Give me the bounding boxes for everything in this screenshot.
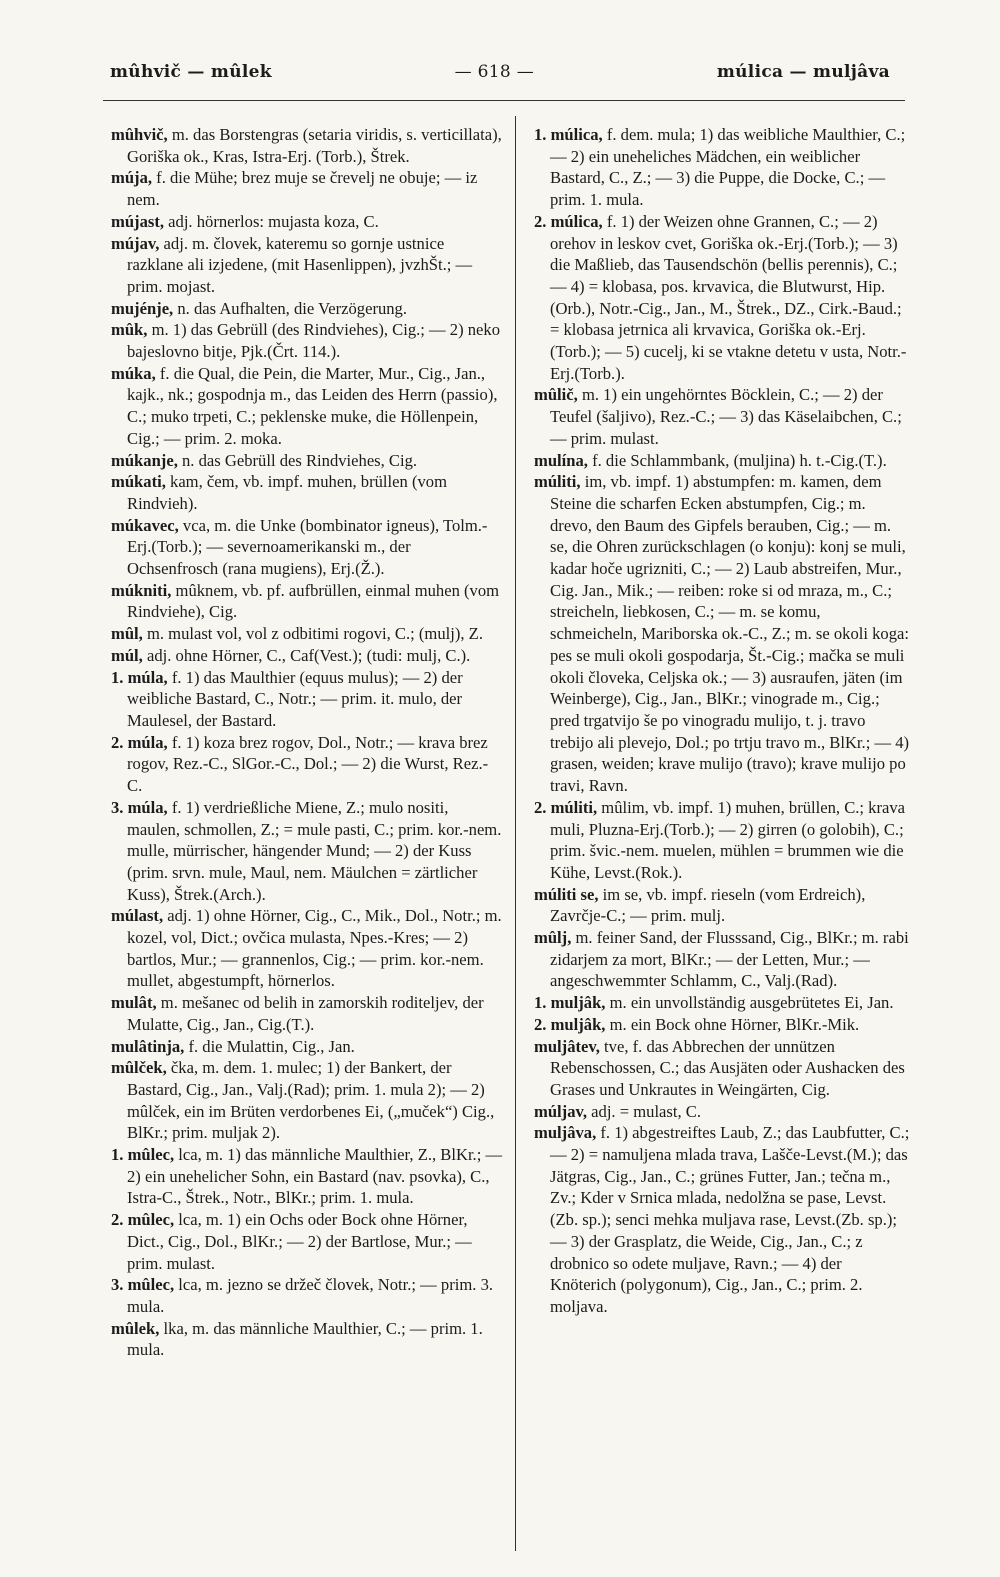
entry-definition: adj. ohne Hörner, C., Caf(Vest.); (tudi: mulj, C.). — [142, 645, 471, 665]
running-header — [110, 62, 890, 82]
entry-definition: f. 1) abgestreiftes Laub, Z.; das Laubfutter, C.; — 2) = namuljena mlada trava, Lašče-Levst.(M.); das Jätgras, Cig., Jan., C.; grünes Futter, Jan.; tečna m., Zv.; Kder v Srnica mlada, nedolžna se pase, Levst.(Zb. sp.); senci mehka muljava rase, Levst.(Zb. sp.); — 3) der Grasplatz, die Weide, Cig., Jan., C.; z drobnico so odete muljave, Ravn.; — 4) der Knöterich (polygonum), Cig., Jan., C.; prim. 2. moljava. — [550, 1123, 910, 1316]
entry-definition: vca, m. die Unke (bombinator igneus), Tolm.-Erj.(Torb.); — severnoamerikanski m., der Ochsenfrosch (rana mugiens), Erj.(Ž.). — [127, 515, 488, 579]
entry-definition: adj. hörnerlos: mujasta koza, C. — [164, 211, 379, 231]
entry-definition: kam, čem, vb. impf. muhen, brüllen (vom Rindvieh). — [127, 472, 447, 513]
dictionary-entry — [111, 580, 503, 623]
headword: mûhvič, — [111, 125, 168, 144]
entry-definition: lca, m. 1) ein Ochs oder Bock ohne Hörner, Dict., Cig., Dol., BlKr.; — 2) der Bartlose, Mur.; — prim. mulast. — [127, 1210, 472, 1273]
entry-definition: im, vb. impf. 1) abstumpfen: m. kamen, dem Steine die scharfen Ecken abstumpfen, Cig.; m. drevo, den Baum des Gipfels berauben, Cig.; — m. se, die Ohren zurückschlagen (o konju): konj se muli, kadar hoče ugrizniti, C.; — 2) Laub abstreifen, Mur., Cig. Jan., Mik.; — reiben: roke si od mraza, m., C.; streicheln, liebkosen, C.; — m. se komu, schmeicheln, Mariborska ok.-C., Z.; m. se okoli koga: pes se muli okoli gospodarja, Št.-Cig.; mačka se muli okoli človeka, Celjska ok.; — 3) ausraufen, jäten (im Weinberge), Cig., Jan., BlKr.; vinograde m., Cig.; pred trgatvijo še po vinogradu mulijo, t. j. travo trebijo ali plevejo, Dol.; po trtju travo m., BlKr.; — 4) grasen, weiden; krave mulijo (travo); krave mulijo po travi, Ravn. — [550, 472, 910, 796]
headword: mûlek, — [111, 1318, 160, 1338]
headword: múliti se, — [534, 884, 599, 904]
headword: múkniti, — [111, 580, 172, 600]
entry-definition: lca, m. 1) das männliche Maulthier, Z., BlKr.; — 2) ein unehelicher Sohn, ein Bastard (nav. psovka), C., Istra-C., Štrek., Notr., BlKr.; prim. 1. mula. — [127, 1145, 503, 1208]
entry-definition: m. das Borstengras (setaria viridis, s. verticillata), Goriška ok., Kras, Istra-Erj. (Torb.), Štrek. — [127, 125, 502, 166]
entry-definition: m. 1) ein ungehörntes Böcklein, C.; — 2) der Teufel (šaljivo), Rez.-C.; — 3) das Käselaibchen, C.; — prim. mulast. — [550, 385, 902, 448]
dictionary-entry — [111, 992, 503, 1035]
entry-definition: f. die Mühe; brez muje se črevelj ne obuje; — iz nem. — [127, 168, 478, 210]
entry-definition: f. die Schlammbank, (muljina) h. t.-Cig.(T.). — [587, 450, 887, 470]
dictionary-entry — [534, 1036, 910, 1101]
headword: 2. múlica, — [534, 211, 603, 231]
entry-definition: n. das Aufhalten, die Verzögerung. — [173, 298, 408, 318]
dictionary-entry — [111, 667, 503, 732]
headword: mûlj, — [534, 928, 572, 948]
left-column — [111, 124, 503, 1361]
dictionary-entry — [111, 211, 503, 233]
entry-definition: lca, m. jezno se držeč človek, Notr.; — prim. 3. mula. — [127, 1275, 494, 1316]
dictionary-entry — [534, 992, 910, 1014]
headword: mújast, — [111, 211, 165, 231]
dictionary-entry — [111, 319, 503, 362]
dictionary-entry — [534, 1014, 910, 1036]
dictionary-entry — [111, 124, 503, 167]
entry-definition: n. das Gebrüll des Rindviehes, Cig. — [177, 450, 418, 470]
dictionary-entry — [534, 884, 910, 927]
headword: 3. mûlec, — [111, 1275, 175, 1295]
dictionary-entry — [111, 1209, 503, 1274]
headword: 2. muljâk, — [534, 1014, 606, 1034]
headword: muljâva, — [534, 1123, 597, 1143]
dictionary-entry — [534, 797, 910, 884]
entry-definition: m. 1) das Gebrüll (des Rindviehes), Cig.; — 2) neko bajeslovno bitje, Pjk.(Črt. 114.). — [127, 320, 500, 362]
entry-definition: f. 1) koza brez rogov, Dol., Notr.; — krava brez rogov, Rez.-C., SlGor.-C., Dol.; — 2) die Wurst, Rez.-C. — [127, 732, 489, 796]
entry-definition: adj. 1) ohne Hörner, Cig., C., Mik., Dol., Notr.; m. kozel, vol, Dict.; ovčica mulasta, Npes.-Kres; — 2) bartlos, Mur.; — grannenlos, Cig.; — prim. kor.-nem. mullet, abgestumpft, hörnerlos. — [127, 906, 502, 991]
dictionary-entry — [111, 1144, 503, 1209]
entry-definition: im se, vb. impf. rieseln (vom Erdreich), Zavrčje-C.; — prim. mulj. — [550, 884, 866, 926]
dictionary-entry — [111, 645, 503, 667]
dictionary-entry — [111, 797, 503, 906]
headword: muljâtev, — [534, 1036, 600, 1056]
headword: mujénje, — [111, 298, 174, 318]
headword: 1. mûlec, — [111, 1145, 175, 1165]
dictionary-entry — [111, 233, 503, 298]
entry-definition: mûknem, vb. pf. aufbrüllen, einmal muhen (vom Rindviehe), Cig. — [127, 580, 500, 622]
dictionary-entry — [111, 515, 503, 580]
dictionary-entry — [111, 1274, 503, 1317]
dictionary-entry — [111, 167, 503, 210]
dictionary-entry — [534, 1122, 910, 1317]
column-divider — [515, 116, 516, 1551]
headword: múljav, — [534, 1101, 588, 1121]
headword: 2. múla, — [111, 732, 168, 752]
dictionary-entry — [534, 450, 910, 472]
page-number: — 618 — — [454, 62, 535, 82]
headword: múka, — [111, 363, 156, 383]
entry-definition: lka, m. das männliche Maulthier, C.; — prim. 1. mula. — [127, 1318, 483, 1360]
entry-definition: adj. m. človek, kateremu so gornje ustnice razklane ali izjedene, (mit Hasenlippen), jvzhŠt.; — prim. mojast. — [127, 233, 473, 296]
headword: múkati, — [111, 472, 166, 492]
header-rule — [103, 100, 905, 101]
dictionary-entry — [111, 471, 503, 514]
headword: mûl, — [111, 624, 143, 644]
entry-definition: tve, f. das Abbrechen der unnützen Rebenschossen, C.; das Ausjäten oder Aushacken des Grases und Unkrautes in Weingärten, Cig. — [550, 1036, 905, 1099]
headword: múlast, — [111, 906, 164, 926]
headword: mulât, — [111, 993, 157, 1013]
headword: múja, — [111, 168, 153, 188]
entry-definition: f. 1) der Weizen ohne Grannen, C.; — 2) orehov in leskov cvet, Goriška ok.-Erj.(Torb.); — 3) die Maßlieb, das Tausendschön (bellis perennis), C.; — 4) = klobasa, pos. krvavica, die Blutwurst, Hip.(Orb.), Notr.-Cig., Jan., M., Štrek., DZ., Cirk.-Baud.; = klobasa jetrnica ali krvavica, Goriška ok.-Erj.(Torb.); — 5) cucelj, ki se vtakne detetu v usta, Notr.-Erj.(Torb.). — [550, 211, 907, 383]
entry-definition: mûlim, vb. impf. 1) muhen, brüllen, C.; krava muli, Pluzna-Erj.(Torb.); — 2) girren (o golobih), C.; prim. švic.-nem. muelen, mühlen = brummen wie die Kühe, Levst.(Rok.). — [550, 797, 906, 882]
dictionary-entry — [534, 211, 910, 385]
entry-definition: čka, m. dem. 1. mulec; 1) der Bankert, der Bastard, Cig., Jan., Valj.(Rad); prim. 1. mula 2); — 2) mûlček, ein im Brüten verdorbenes Ei, („muček“) Cig., BlKr.; prim. muljak 2). — [127, 1058, 495, 1143]
dictionary-entry — [534, 471, 910, 797]
headword: múkavec, — [111, 515, 179, 535]
dictionary-entry — [111, 1036, 503, 1058]
dictionary-entry — [111, 732, 503, 797]
headword: múl, — [111, 645, 143, 665]
dictionary-entry — [534, 124, 910, 211]
right-column — [534, 124, 910, 1318]
headword: múkanje, — [111, 450, 178, 470]
headword: mûlič, — [534, 385, 578, 405]
dictionary-entry — [111, 363, 503, 450]
dictionary-entry — [534, 1101, 910, 1123]
entry-definition: m. mulast vol, vol z odbitimi rogovi, C.; (mulj), Z. — [142, 624, 483, 644]
headword: 1. muljâk, — [534, 993, 606, 1013]
headword: 2. múliti, — [534, 797, 598, 817]
entry-definition: f. dem. mula; 1) das weibliche Maulthier, C.; — 2) ein uneheliches Mädchen, ein weiblicher Bastard, C., Z.; — 3) die Puppe, die Docke, C.; — prim. 1. mula. — [550, 125, 906, 210]
headword: 2. mûlec, — [111, 1210, 175, 1230]
headword: mûlček, — [111, 1058, 167, 1078]
dictionary-entry — [111, 623, 503, 645]
entry-definition: m. ein unvollständig ausgebrütetes Ei, Jan. — [605, 993, 894, 1013]
headword: mûk, — [111, 320, 148, 340]
headword: mulína, — [534, 450, 588, 470]
entry-definition: m. ein Bock ohne Hörner, BlKr.-Mik. — [605, 1014, 860, 1034]
entry-definition: f. 1) verdrießliche Miene, Z.; mulo nositi, maulen, schmollen, Z.; = mule pasti, C.; prim. kor.-nem. mulle, mürrischer, hängender Mund; — 2) der Kuss (prim. srvn. mule, Maul, nem. Mäulchen = zärtlicher Kuss), Štrek.(Arch.). — [127, 797, 502, 904]
entry-definition: f. die Mulattin, Cig., Jan. — [184, 1036, 355, 1056]
entry-definition: m. mešanec od belih in zamorskih roditeljev, der Mulatte, Cig., Jan., Cig.(T.). — [127, 993, 484, 1034]
dictionary-entry — [111, 905, 503, 992]
entry-definition: adj. = mulast, C. — [587, 1101, 702, 1121]
headword: 1. múlica, — [534, 125, 603, 144]
header-right-guide-words: múlica — muljâva — [716, 62, 890, 82]
dictionary-entry — [534, 384, 910, 449]
headword: 3. múla, — [111, 797, 168, 817]
entry-definition: f. die Qual, die Pein, die Marter, Mur., Cig., Jan., kajk., nk.; gospodnja m., das Leiden des Herrn (passio), C.; muko trpeti, C.; peklenske muke, die Höllenpein, Cig.; — prim. 2. moka. — [127, 363, 498, 448]
dictionary-entry — [111, 298, 503, 320]
dictionary-entry — [534, 927, 910, 992]
headword: mújav, — [111, 233, 160, 253]
headword: múliti, — [534, 472, 581, 492]
dictionary-entry — [111, 1057, 503, 1144]
entry-definition: f. 1) das Maulthier (equus mulus); — 2) der weibliche Bastard, C., Notr.; — prim. it. mulo, der Maulesel, der Bastard. — [127, 667, 463, 730]
header-left-guide-words: mûhvič — mûlek — [110, 62, 272, 82]
headword: 1. múla, — [111, 667, 168, 687]
headword: mulâtinja, — [111, 1036, 185, 1056]
dictionary-entry — [111, 1318, 503, 1361]
dictionary-entry — [111, 450, 503, 472]
entry-definition: m. feiner Sand, der Flusssand, Cig., BlKr.; m. rabi zidarjem za mort, BlKr.; — der Letten, Mur.; — angeschwemmter Schlamm, C., Valj.(Rad). — [550, 928, 909, 991]
